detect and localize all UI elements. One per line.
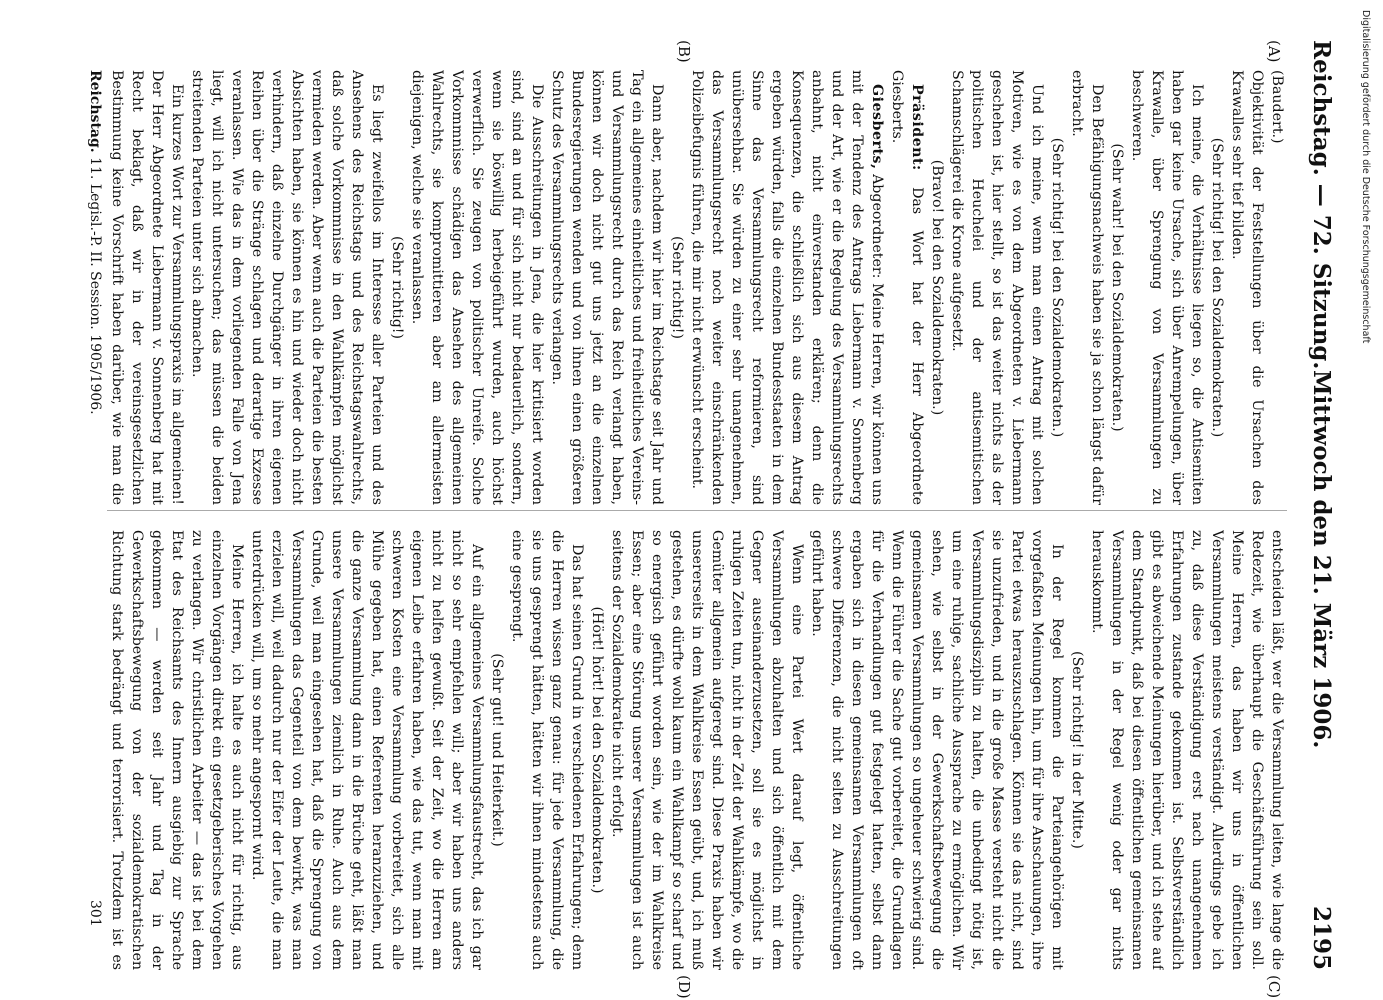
running-head-left: Reichstag. — 72. Sitzung. [1308,40,1335,370]
speaker-text: Abgeordneter: Meine Herren, wir können uns mit der Tendenz des Antrags Liebermann v. Sonnenberg und der Art, wie er die Regelung des Versammlungsrechts anbahnt, nicht einverstanden erklären; denn die Konsequenzen, die schließlich sich aus diesem Antrag ergeben würden, falls die einzelnen Bundesstaaten in dem Sinne das Versammlungsrecht reformieren, sind unübersehbar. Sie würden zu einer sehr unangenehmen, das Versammlungsrecht noch weiter einschränkenden Polizeibefugnis führen, die mir nicht erwünscht erscheint. [689,70,885,505]
speaker-name: Giesberts, [869,84,885,170]
interjection: (Sehr richtig!) [389,235,405,340]
running-head-date: Mittwoch den 21. März 1906. [1308,370,1335,749]
digitization-note: Digitalisierung gefördert durch die Deutsche Forschungsgemeinschaft [1360,10,1371,344]
interjection: (Sehr richtig! in der Mitte.) [1069,651,1085,849]
footer-imprint [87,70,103,415]
text-column-left [107,70,1287,505]
speaker-text: Das Wort hat der Herr Abgeordnete Giesberts. [889,70,925,505]
interjection: (Bravo! bei den Sozialdemokraten.) [929,159,945,416]
paragraph: Objektivität der Feststellungen über die Ursachen des Krawalles sehr tief bilden. [1229,70,1265,505]
footer-imprint-rest: 11. Legisl.-P. II. Session. 1905/1906. [87,157,103,415]
paragraph: Ein kurzes Wort zur Versammlungspraxis im allgemeinen! Der Herr Abgeordnete Liebermann v. Sonnenberg hat mit Recht beklagt, daß wir in der vereinsgesetzlichen Bestimmung keine Vorschrift haben darüber, wie man die [109,70,185,505]
paragraph: Es liegt zweifellos im Interesse aller Parteien und des Ansehens des Reichstags und des Reichstagswahlrechts, daß solche Vorkommnisse in den Wahlkämpfen möglichst vermieden werden. Aber wenn auch die Parteien die besten Absichten haben, sie können es hin und wieder doch nicht verhindern, daß einzelne Durchgänger in ihren eigenen Reihen über die Stränge schlagen und derartige Exzesse veranlassen. Wie das in dem vorliegenden Falle von Jena liegt, will ich nicht untersuchen; das müssen die beiden streitenden Parteien unter sich abmachen. [189,70,385,505]
text-column-right [107,530,1287,970]
interjection: (Sehr richtig! bei den Sozialdemokraten.) [1049,137,1065,438]
interjection: (Hört! hört! bei den Sozialdemokraten.) [589,606,605,894]
paragraph: entscheiden läßt, wer die Versammlung leiten, wie lange die Redezeit, wie überhaupt die Geschäftsführung sein soll. Meine Herren, das haben wir uns in öffentlichen Versammlungen meistens verständigt. Allerdings gebe ich zu, daß diese Verständigung erst nach unangenehmen Erfahrungen zustande gekommen ist. Selbstverständlich gibt es abweichende Meinungen hierüber, und ich stehe auf dem Standpunkt, daß bei diesen öffentlichen gemeinsamen Versammlungen in der Regel wenig oder gar nichts herauskommt. [1089,530,1285,970]
interjection: (Sehr gut! und Heiterkeit.) [489,653,505,847]
paragraph: In der Regel kommen die Parteiangehörigen mit vorgefaßten Meinungen hin, um für ihre Anschauungen, ihre Partei etwas herauszuschlagen. Können sie das nicht, sind sie unzufrieden, und in die große Masse versteht nicht die Versammlungsdisziplin zu halten, die unbedingt nötig ist, um eine ruhige, sachliche Aussprache zu ermöglichen. Wir sehen, wie selbst in der Gewerkschaftsbewegung die gemeinsamen Versammlungen so ungeheuer schwierig sind. Wenn die Führer die Sache gut vorbereitet, die Grundlagen für die Verhandlungen gut festgelegt hatten, selbst dann ergaben sich in diesen gemeinsamen Versammlungen oft schwere Differenzen, die nicht selten zu Ausschreitungen geführt haben. [809,530,1065,970]
speaker-name: Präsident: [909,84,925,171]
margin-marker-b: (B) [675,40,693,63]
paragraph: Meine Herren, ich halte es auch nicht für richtig, aus einzelnen Vorgängen direkt ein gesetzgeberisches Vorgehen zu verlangen. Wir christlichen Arbeiter — das ist bei dem Etat des Reichsamts des Innern ausgiebig zur Sprache gekommen — werden seit Jahr und Tag in der Gewerkschaftsbewegung von der sozialdemokratischen Richtung stark bedrängt und terrorisiert. Trotzdem ist es [109,530,245,970]
interjection: (Sehr richtig! bei den Sozialdemokraten.) [1209,137,1225,438]
paragraph: Die Ausschreitungen in Jena, die hier kritisiert worden sind, sind an und für sich nicht nur bedauerlich, sondern, wenn sie böswillig herbeigeführt wurden, auch höchst verwerflich. Sie zeugen von politischer Unreife. Solche Vorkommnisse schädigen das Ansehen des allgemeinen Wahlrechts, sie kompromittieren aber am allermeisten diejenigen, welche sie veranlassen. [409,70,545,505]
paragraph: Wenn eine Partei Wert darauf legt, öffentliche Versammlungen abzuhalten und sich öffentlich mit dem Gegner auseinanderzusetzen, soll sie es möglichst in ruhigen Zeiten tun, nicht in der Zeit der Wahlkämpfe, wo die Gemüter allgemein aufgeregt sind. Diese Praxis haben wir unsererseits in dem Wahlkreise Essen geübt, und, ich muß gestehen, es dürfte wohl kaum ein Wahlkampf so scharf und so energisch geführt worden sein, wie der im Wahlkreise Essen; aber eine Störung unserer Versammlungen ist auch seitens der Sozialdemokratie nicht erfolgt. [609,530,805,970]
interjection: (Sehr wahr! bei den Sozialdemokraten.) [1109,143,1125,432]
speaker-paragraph [687,70,887,505]
signature-number: 301 [87,900,103,927]
margin-marker-c: (C) [1265,975,1283,999]
paragraph: Und ich meine, wenn man einen Antrag mit solchen Motiven, wie es von dem Abgeordneten v. Liebermann geschehen ist, hier stellt, so ist das weiter nichts als der politischen Heuchelei und der antisemitischen Schamschlägerei die Krone aufgesetzt. [949,70,1045,505]
paragraph: Ich meine, die Verhältnisse liegen so, die Antisemiten haben gar keine Ursache, sich über Anrempelungen, über Krawalle, über Sprengung von Versammlungen zu beschweren. [1129,70,1205,505]
paragraph: Auf ein allgemeines Versammlungsfaustrecht, das ich gar nicht so sehr empfehlen will; aber wir haben uns anders nicht zu helfen gewußt. Seit der Zeit, wo die Herren am eigenen Leibe erfahren haben, wie das tut, wenn man mit schweren Kosten eine Versammlung vorbereitet, sich alle Mühe gegeben hat, einen Referenten heranzuziehen, und die ganze Versammlung dann in die Brüche geht, läßt man unsere Versammlungen ziemlich in Ruhe. Auch aus dem Grunde, weil man eingesehen hat, daß die Sprengung von Versammlungen das Gegenteil von dem bewirkt, was man erzielen will, weil dadurch nur der Eifer der Leute, die man unterdrücken will, um so mehr angespornt wird. [249,530,485,970]
page-number: 2195 [1308,905,1335,970]
paragraph: (Baudert.) [1269,70,1285,144]
column-divider [107,510,1287,511]
paragraph: Den Befähigungsnachweis haben sie ja schon längst dafür erbracht. [1069,70,1105,505]
interjection: (Sehr richtig!) [669,235,685,340]
margin-marker-a: (A) [1265,40,1283,63]
paragraph: Dann aber, nachdem wir hier im Reichstage seit Jahr und Tag ein allgemeines einheitliches und freiheitliches Vereins- und Versammlungsrecht durch das Reich verlangt haben, können wir doch nicht gut uns jetzt an die einzelnen Bundesregierungen wenden und von ihnen einen größeren Schutz des Versammlungsrechts verlangen. [549,70,665,505]
paragraph: Das hat seinen Grund in verschiedenen Erfahrungen; denn die Herren wissen ganz genau: für jede Versammlung, die sie uns gesprengt hätten, hätten wir ihnen mindestens auch eine gesprengt. [509,530,585,970]
margin-marker-d: (D) [675,975,693,999]
footer-imprint-bold: Reichstag. [87,70,103,153]
speaker-paragraph [887,70,927,505]
running-head [1295,40,1335,990]
